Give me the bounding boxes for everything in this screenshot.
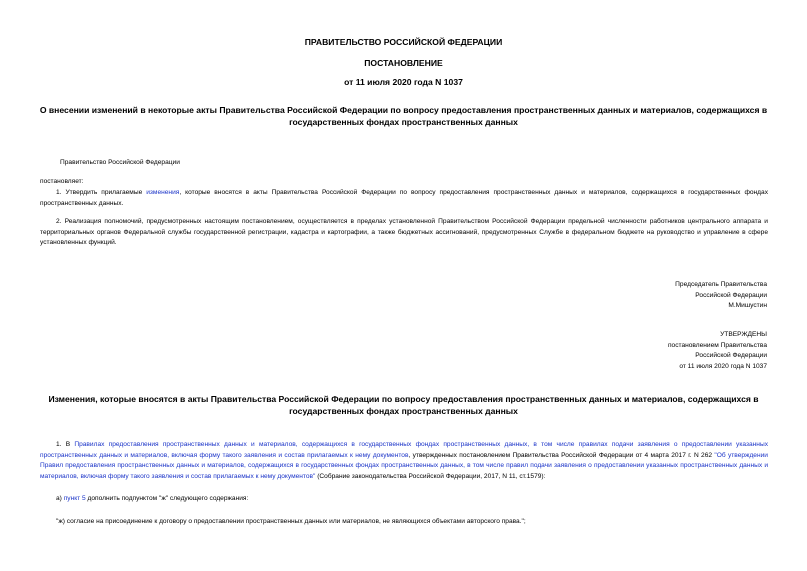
intro-verb: постановляет:: [40, 178, 84, 185]
changes-link[interactable]: изменения: [146, 189, 180, 196]
rules-link[interactable]: Правилах предоставления пространственных данных и материалов, содержащихся в государственных фондах пространственных данных, в том числе правилах подачи заявления о предоставлении указанных пространственных данных и материалов, включая форму такого заявления и состав прилагаемых к нему документов: [40, 441, 768, 459]
signature-block: [547, 280, 767, 312]
document-title: О внесении изменений в некоторые акты Правительства Российской Федерации по вопросу предоставления пространственных данных и материалов, содержащихся в государственных фондах пространственных данных: [39, 105, 768, 127]
change-1a-quote: "ж) согласие на присоединение к договору о предоставлении пространственных данных или материалов, не являющихся объектами авторского права.";: [56, 518, 526, 525]
approved-line-4: от 11 июля 2020 года N 1037: [679, 362, 767, 370]
header-date-number: от 11 июля 2020 года N 1037: [344, 77, 463, 87]
intro-subject: Правительство Российской Федерации: [60, 159, 180, 166]
change-1a-after: дополнить подпунктом "ж" следующего содержания:: [85, 495, 249, 502]
decree-262-link[interactable]: "Об утверждении Правил предоставления пространственных данных и материалов, содержащихся в государственных фондах пространственных данных, в том числе правил подачи заявления о предоставлении указанных пространственных данных и материалов, включая форму такого заявления и состав прилагаемых к нему документов": [40, 451, 768, 480]
change-1: [40, 440, 768, 482]
approved-line-3: Российской Федерации: [695, 352, 767, 360]
change-1-middle: , утвержденных постановлением Правительства Российской Федерации от 4 марта 2017 г. N 262: [408, 451, 715, 459]
approved-block: [547, 330, 767, 372]
signature-line-3: М.Мишустин: [728, 302, 767, 310]
clause-5-link[interactable]: пункт 5: [63, 495, 86, 502]
changes-title: Изменения, которые вносятся в акты Правительства Российской Федерации по вопросу предоставления пространственных данных и материалов, содержащихся в государственных фондах пространственных данных: [48, 394, 759, 416]
change-1a: [40, 494, 768, 505]
header-doc-type: ПОСТАНОВЛЕНИЕ: [364, 58, 443, 68]
paragraph-1: [40, 188, 768, 209]
signature-line-2: Российской Федерации: [695, 291, 767, 299]
change-1-before: 1. В: [56, 441, 75, 448]
change-1-after: (Собрание законодательства Российской Федерации, 2017, N 11, ст.1579):: [315, 472, 546, 480]
header-org: ПРАВИТЕЛЬСТВО РОССИЙСКОЙ ФЕДЕРАЦИИ: [304, 37, 503, 47]
approved-line-1: УТВЕРЖДЕНЫ: [720, 331, 767, 338]
paragraph-1-before: 1. Утвердить прилагаемые: [56, 189, 147, 196]
approved-line-2: постановлением Правительства: [667, 341, 767, 349]
paragraph-2: 2. Реализация полномочий, предусмотренных настоящим постановлением, осуществляется в пределах установленной Правительством Российской Федерации предельной численности работников центрального аппарата и территориальных органов Федеральной службы государственной регистрации, кадастра и картографии, а также бюджетных ассигнований, предусмотренных Службе в федеральном бюджете на руководство и управление в сфере установленных функций.: [40, 218, 768, 247]
signature-line-1: Председатель Правительства: [675, 281, 767, 288]
change-1a-before: а): [56, 495, 64, 502]
paragraph-1-after: , которые вносятся в акты Правительства Российской Федерации по вопросу предоставления пространственных данных и материалов, содержащихся в государственных фондах пространственных данных.: [40, 189, 768, 207]
